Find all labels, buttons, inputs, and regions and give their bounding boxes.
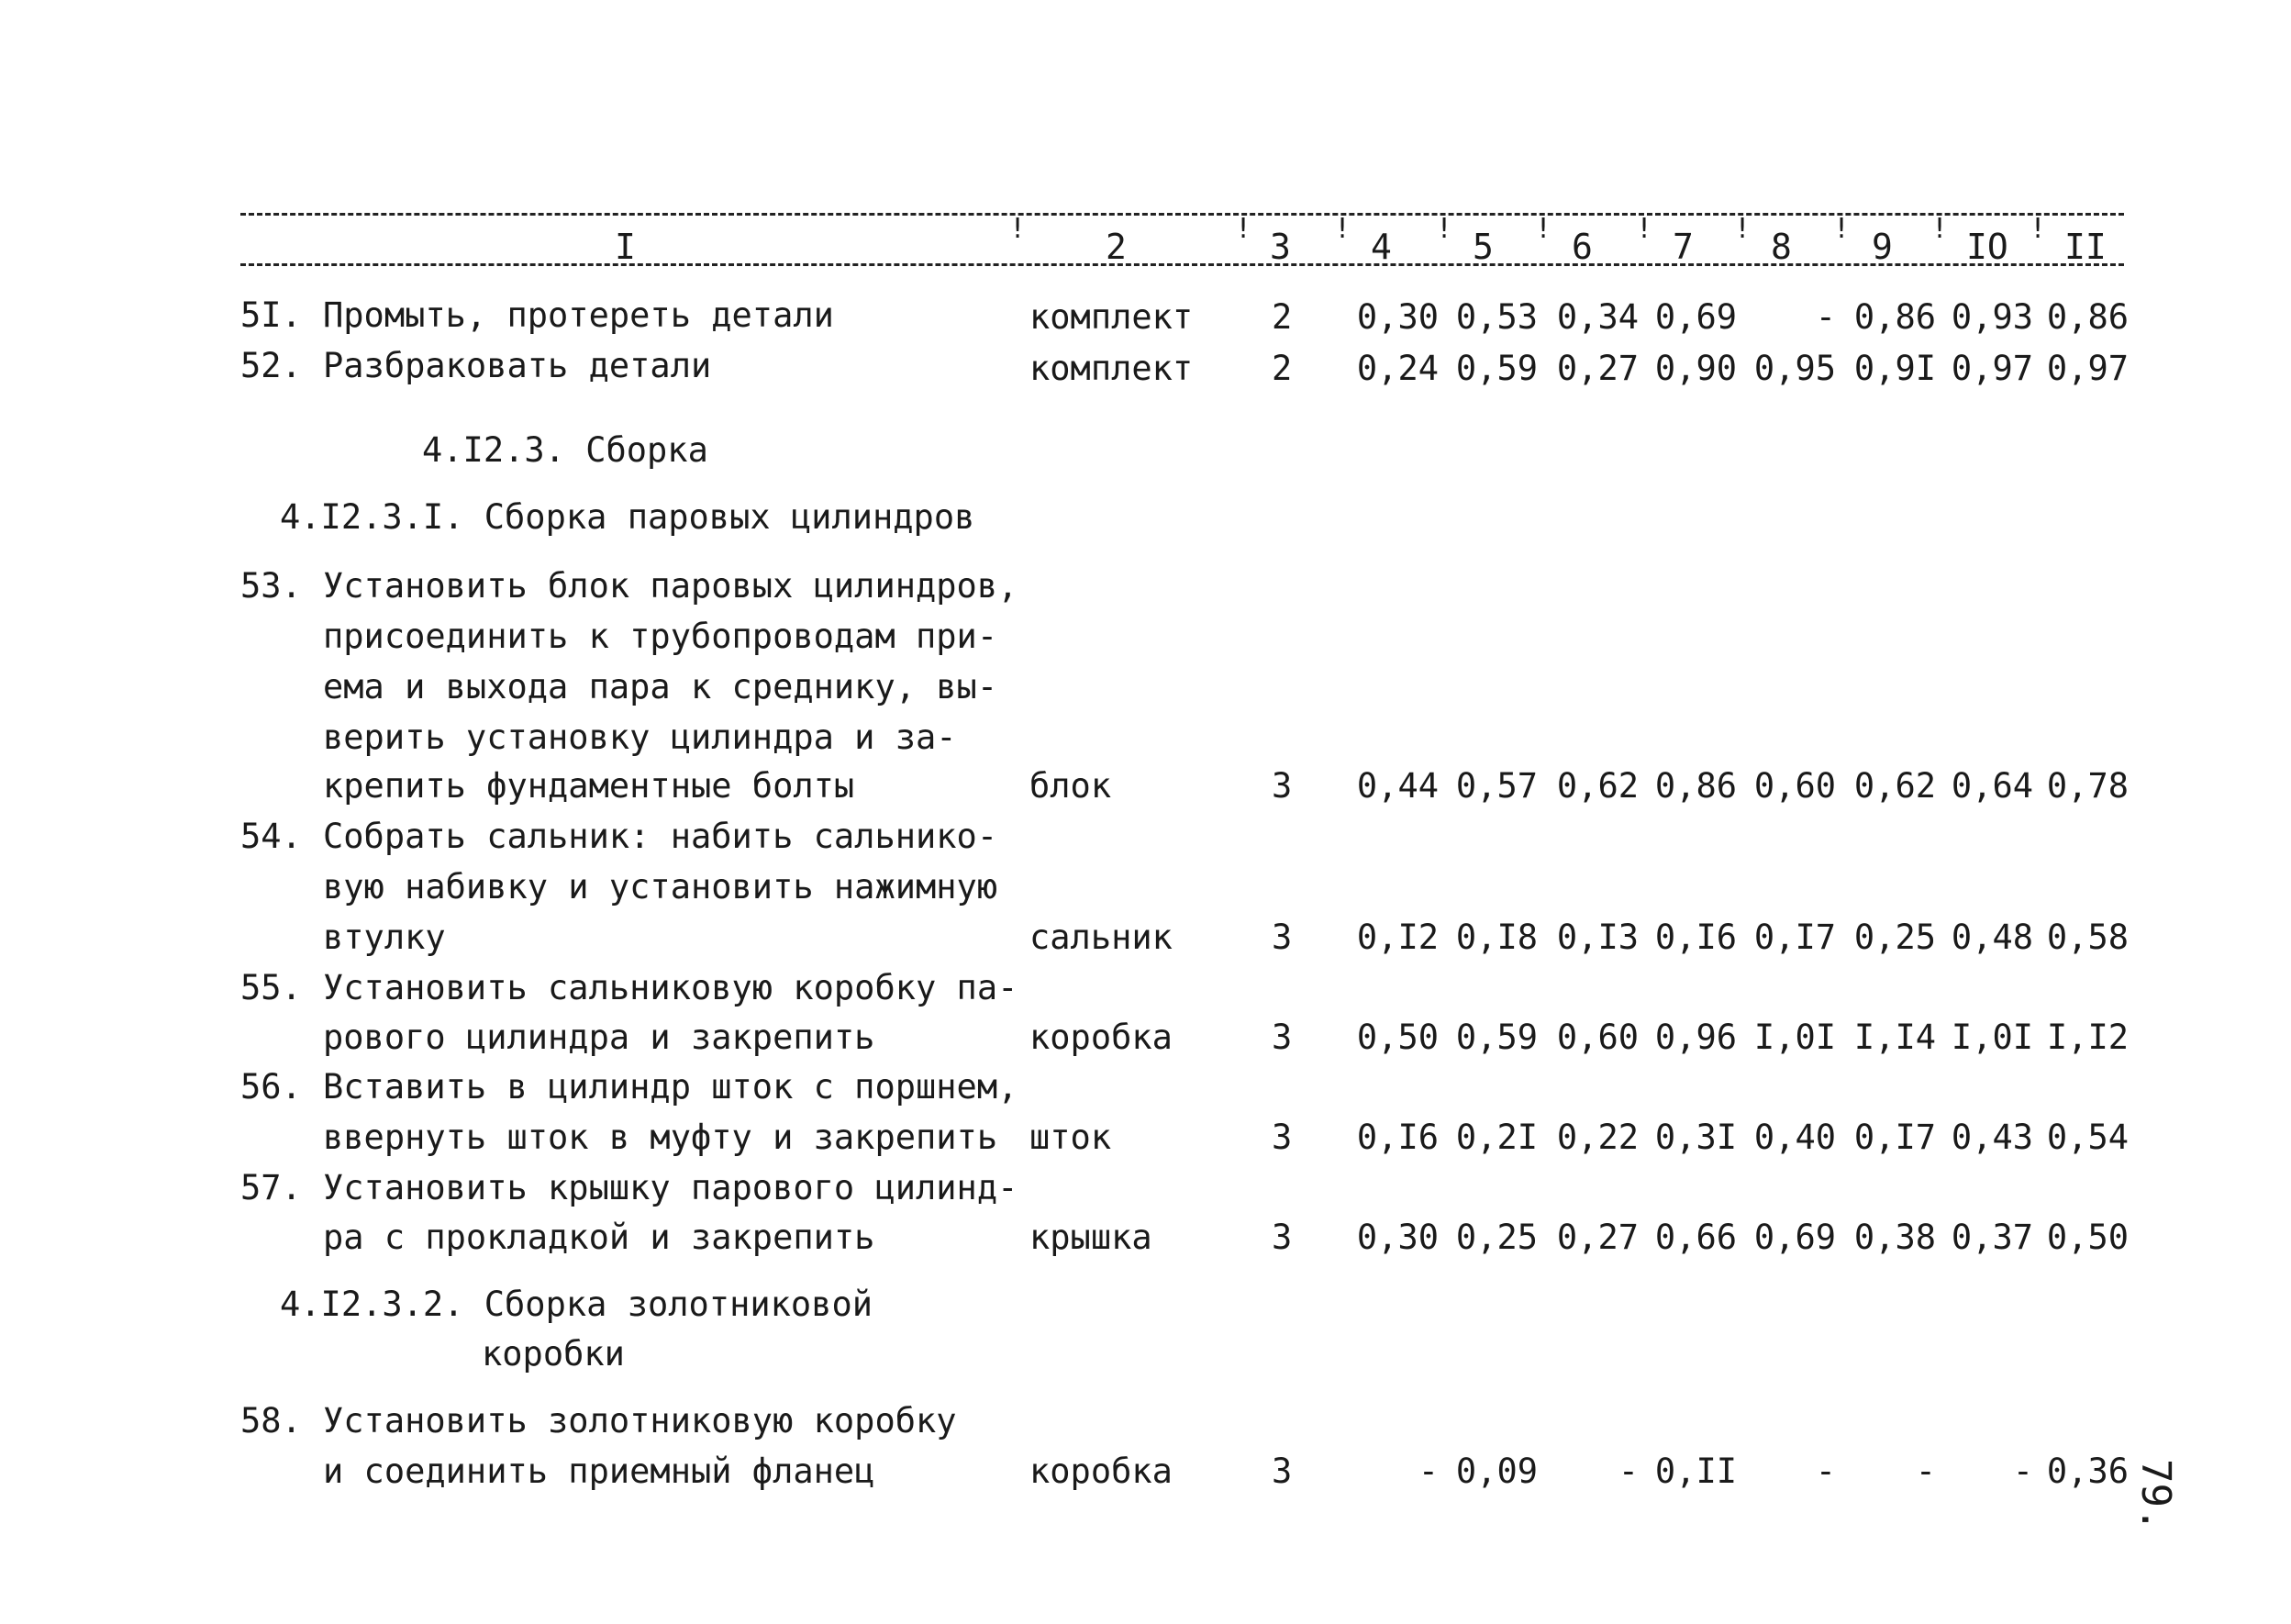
row-title-line: Разбраковать детали bbox=[323, 346, 712, 385]
value-cell: - bbox=[1418, 1452, 1439, 1491]
value-cell: 0,36 bbox=[2046, 1452, 2129, 1491]
header-col-10: IO bbox=[1966, 227, 2008, 267]
value-cell: 0,38 bbox=[1853, 1218, 1936, 1257]
row-unit: комплект bbox=[1029, 297, 1194, 337]
row-col3: 2 bbox=[1272, 297, 1293, 337]
header-separator: ! bbox=[1734, 213, 1752, 245]
section-heading: 4.I2.3.I. Сборка паровых цилиндров bbox=[280, 497, 975, 537]
header-col-4: 4 bbox=[1371, 227, 1392, 267]
header-separator: ! bbox=[1931, 213, 1949, 245]
value-cell: 0,I2 bbox=[1356, 918, 1439, 957]
header-col-8: 8 bbox=[1771, 227, 1792, 267]
value-cell: 0,60 bbox=[1753, 766, 1836, 806]
row-unit: блок bbox=[1029, 766, 1112, 806]
value-cell: 0,25 bbox=[1853, 918, 1936, 957]
value-cell: - bbox=[1815, 297, 1836, 337]
page-number: 79. bbox=[2132, 1459, 2179, 1532]
value-cell: 0,60 bbox=[1556, 1018, 1639, 1057]
value-cell: I,I4 bbox=[1853, 1018, 1936, 1057]
row-title-line: Установить блок паровых цилиндров, bbox=[323, 566, 1018, 606]
value-cell: 0,I3 bbox=[1556, 918, 1639, 957]
value-cell: 0,44 bbox=[1356, 766, 1439, 806]
row-number: 5I. bbox=[240, 295, 302, 335]
header-col-9: 9 bbox=[1872, 227, 1893, 267]
row-title-line: присоединить к трубопроводам при- bbox=[323, 617, 998, 656]
row-title-line: вую набивку и установить нажимную bbox=[323, 867, 998, 907]
value-cell: 0,62 bbox=[1853, 766, 1936, 806]
value-cell: 0,I7 bbox=[1853, 1118, 1936, 1157]
value-cell: 0,54 bbox=[2046, 1118, 2129, 1157]
value-cell: 0,86 bbox=[2046, 297, 2129, 337]
header-col-2: 2 bbox=[1106, 227, 1127, 267]
value-cell: 0,93 bbox=[1951, 297, 2033, 337]
header-separator: ! bbox=[2030, 213, 2047, 245]
row-title-line: Установить сальниковую коробку па- bbox=[323, 968, 1018, 1007]
value-cell: 0,I8 bbox=[1455, 918, 1538, 957]
row-title-line: Вставить в цилиндр шток с поршнем, bbox=[323, 1067, 1018, 1107]
value-cell: - bbox=[1915, 1452, 1936, 1491]
value-cell: 0,95 bbox=[1753, 349, 1836, 388]
header-col-1: I bbox=[615, 227, 636, 267]
row-number: 54. bbox=[240, 817, 302, 856]
row-title-line: и соединить приемный фланец bbox=[323, 1452, 875, 1491]
value-cell: 0,I6 bbox=[1356, 1118, 1439, 1157]
value-cell: 0,78 bbox=[2046, 766, 2129, 806]
value-cell: 0,57 bbox=[1455, 766, 1538, 806]
value-cell: 0,59 bbox=[1455, 1018, 1538, 1057]
value-cell: 0,34 bbox=[1556, 297, 1639, 337]
row-col3: 3 bbox=[1272, 1218, 1293, 1257]
value-cell: 0,86 bbox=[1853, 297, 1936, 337]
value-cell: - bbox=[2012, 1452, 2033, 1491]
row-number: 52. bbox=[240, 346, 302, 385]
row-number: 53. bbox=[240, 566, 302, 606]
header-col-11: II bbox=[2064, 227, 2107, 267]
value-cell: 0,48 bbox=[1951, 918, 2033, 957]
value-cell: 0,50 bbox=[2046, 1218, 2129, 1257]
value-cell: 0,30 bbox=[1356, 297, 1439, 337]
value-cell: 0,69 bbox=[1753, 1218, 1836, 1257]
value-cell: 0,50 bbox=[1356, 1018, 1439, 1057]
row-title-line: Собрать сальник: набить сальнико- bbox=[323, 817, 998, 856]
value-cell: 0,22 bbox=[1556, 1118, 1639, 1157]
value-cell: 0,27 bbox=[1556, 349, 1639, 388]
value-cell: I,0I bbox=[1753, 1018, 1836, 1057]
row-title-line: Промыть, протереть детали bbox=[323, 295, 834, 335]
header-col-5: 5 bbox=[1473, 227, 1494, 267]
header-bottom-rule bbox=[240, 263, 2124, 266]
row-col3: 3 bbox=[1272, 1118, 1293, 1157]
row-title-line: Установить золотниковую коробку bbox=[323, 1401, 957, 1440]
row-unit: крышка bbox=[1029, 1218, 1152, 1257]
value-cell: I,0I bbox=[1951, 1018, 2033, 1057]
row-unit: коробка bbox=[1029, 1018, 1173, 1057]
value-cell: 0,62 bbox=[1556, 766, 1639, 806]
value-cell: 0,40 bbox=[1753, 1118, 1836, 1157]
row-number: 58. bbox=[240, 1401, 302, 1440]
row-number: 57. bbox=[240, 1168, 302, 1207]
header-col-7: 7 bbox=[1673, 227, 1694, 267]
header-separator: ! bbox=[1235, 213, 1252, 245]
row-number: 56. bbox=[240, 1067, 302, 1107]
header-col-6: 6 bbox=[1572, 227, 1593, 267]
value-cell: 0,64 bbox=[1951, 766, 2033, 806]
value-cell: 0,24 bbox=[1356, 349, 1439, 388]
row-title-line: ема и выхода пара к среднику, вы- bbox=[323, 667, 998, 706]
row-title-line: крепить фундаментные болты bbox=[323, 766, 855, 806]
value-cell: - bbox=[1815, 1452, 1836, 1491]
value-cell: - bbox=[1618, 1452, 1639, 1491]
value-cell: 0,86 bbox=[1654, 766, 1737, 806]
value-cell: 0,69 bbox=[1654, 297, 1737, 337]
row-unit: шток bbox=[1029, 1118, 1112, 1157]
header-separator: ! bbox=[1535, 213, 1552, 245]
value-cell: 0,97 bbox=[1951, 349, 2033, 388]
header-separator: ! bbox=[1334, 213, 1351, 245]
row-title-line: верить установку цилиндра и за- bbox=[323, 717, 957, 757]
header-separator: ! bbox=[1833, 213, 1851, 245]
value-cell: 0,2I bbox=[1455, 1118, 1538, 1157]
row-unit: комплект bbox=[1029, 349, 1194, 388]
header-separator: ! bbox=[1636, 213, 1653, 245]
row-title-line: рового цилиндра и закрепить bbox=[323, 1018, 875, 1057]
header-separator: ! bbox=[1009, 213, 1027, 245]
value-cell: 0,I6 bbox=[1654, 918, 1737, 957]
value-cell: 0,59 bbox=[1455, 349, 1538, 388]
section-heading: 4.I2.3. Сборка bbox=[422, 430, 708, 470]
row-title-line: ввернуть шток в муфту и закрепить bbox=[323, 1118, 998, 1157]
value-cell: 0,II bbox=[1654, 1452, 1737, 1491]
row-col3: 3 bbox=[1272, 1452, 1293, 1491]
row-col3: 2 bbox=[1272, 349, 1293, 388]
row-col3: 3 bbox=[1272, 918, 1293, 957]
section-heading: коробки bbox=[482, 1334, 625, 1374]
row-unit: коробка bbox=[1029, 1452, 1173, 1491]
value-cell: I,I2 bbox=[2046, 1018, 2129, 1057]
row-col3: 3 bbox=[1272, 1018, 1293, 1057]
value-cell: 0,30 bbox=[1356, 1218, 1439, 1257]
value-cell: 0,3I bbox=[1654, 1118, 1737, 1157]
row-col3: 3 bbox=[1272, 766, 1293, 806]
row-number: 55. bbox=[240, 968, 302, 1007]
value-cell: 0,43 bbox=[1951, 1118, 2033, 1157]
value-cell: 0,I7 bbox=[1753, 918, 1836, 957]
row-title-line: ра с прокладкой и закрепить bbox=[323, 1218, 875, 1257]
value-cell: 0,53 bbox=[1455, 297, 1538, 337]
value-cell: 0,58 bbox=[2046, 918, 2129, 957]
value-cell: 0,66 bbox=[1654, 1218, 1737, 1257]
section-heading: 4.I2.3.2. Сборка золотниковой bbox=[280, 1285, 873, 1324]
value-cell: 0,37 bbox=[1951, 1218, 2033, 1257]
row-title-line: Установить крышку парового цилинд- bbox=[323, 1168, 1018, 1207]
value-cell: 0,96 bbox=[1654, 1018, 1737, 1057]
row-title-line: втулку bbox=[323, 918, 446, 957]
value-cell: 0,90 bbox=[1654, 349, 1737, 388]
value-cell: 0,97 bbox=[2046, 349, 2129, 388]
header-col-3: 3 bbox=[1270, 227, 1291, 267]
row-unit: сальник bbox=[1029, 918, 1173, 957]
value-cell: 0,25 bbox=[1455, 1218, 1538, 1257]
value-cell: 0,27 bbox=[1556, 1218, 1639, 1257]
value-cell: 0,9I bbox=[1853, 349, 1936, 388]
value-cell: 0,09 bbox=[1455, 1452, 1538, 1491]
header-separator: ! bbox=[1436, 213, 1453, 245]
